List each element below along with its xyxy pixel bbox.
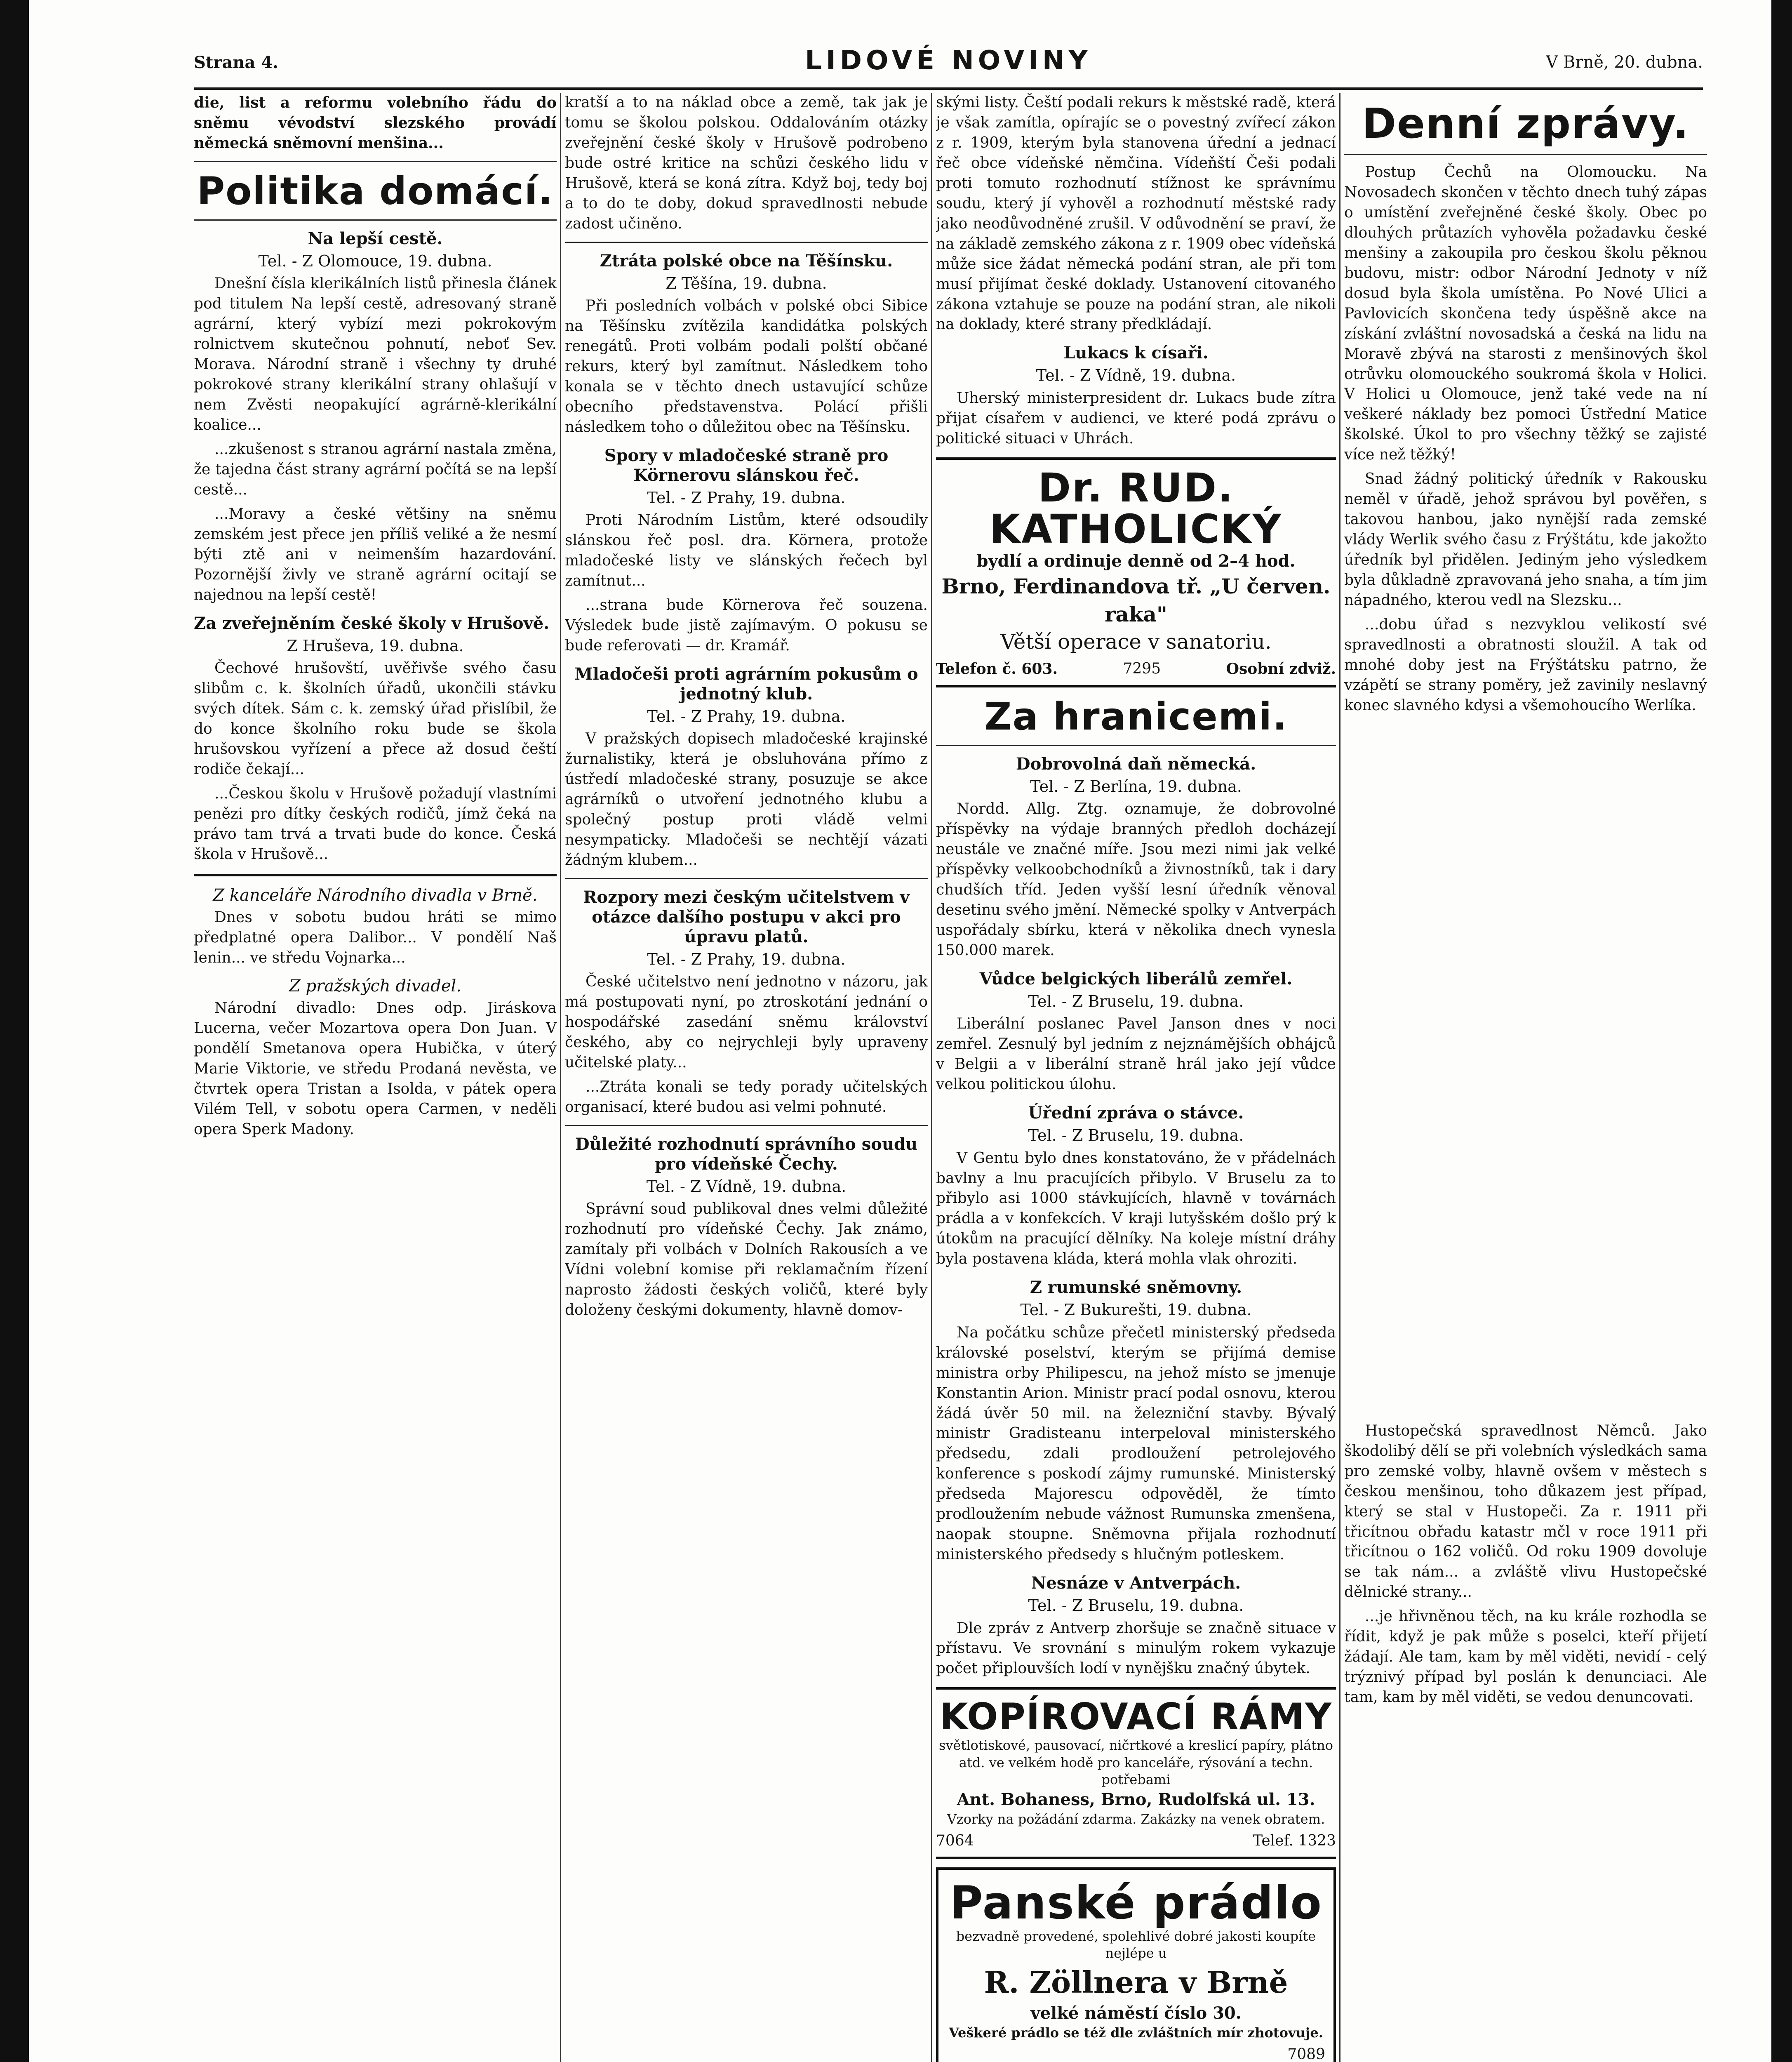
- ad-line: Vzorky na požádání zdarma. Zakázky na venek obratem.: [947, 1811, 1325, 1827]
- article-dateline: Z Hruševa, 19. dubna.: [287, 636, 464, 655]
- header-rule: [194, 87, 1703, 90]
- article-paragraph: Dnes v sobotu budou hráti se mimo předplatné opera Dalibor... V pondělí Naš lenin... ve středu Vojnarka...: [194, 909, 557, 966]
- article: [936, 754, 1336, 961]
- column-4: [1344, 93, 1707, 2062]
- article-title: Na lepší cestě.: [308, 229, 443, 249]
- issue-date: V Brně, 20. dubna.: [1546, 53, 1703, 72]
- article-dateline: Tel. - Z Bruselu, 19. dubna.: [1028, 1126, 1244, 1145]
- article-dateline: Tel. - Z Prahy, 19. dubna.: [647, 488, 846, 507]
- article-dateline: Tel. - Z Berlína, 19. dubna.: [1030, 777, 1242, 796]
- ad-contact: [936, 1832, 1336, 1849]
- section-rule: [194, 874, 557, 876]
- article-paragraph: Snad žádný politický úředník v Rakousku neměl v úřadě, jehož správou byl pověřen, s takovou hanbou, jako nynější rada zemské vlády Werlik svého času z Frýštátu, kde jakožto úředník byl přidělen. Jediným jeho výsledkem byla důkladně zpravovaná jeho snaha, a tím jim nápadného, kterou vedl na Slezsku...: [1344, 471, 1707, 609]
- ad-line: velké náměstí číslo 30.: [1030, 2003, 1242, 2023]
- ad-phone: Telef. 1323: [1253, 1832, 1336, 1849]
- article: [565, 887, 928, 1118]
- ad-line: Větší operace v sanatoriu.: [1000, 630, 1272, 654]
- article-paragraph: ...strana bude Körnerova řeč souzena. Výsledek bude jistě zajímavým. O pokusu se bude referovati — dr. Kramář.: [565, 596, 928, 654]
- article-paragraph: ...zkušenost s stranou agrární nastala změna, že tajedna část strany agrární počítá se na lepší cestě...: [194, 441, 557, 498]
- article-title: Důležité rozhodnutí správního soudu pro vídeňské Čechy.: [575, 1134, 918, 1174]
- article-paragraph: ...je hřivněnou těch, na ku krále rozhodla se řídit, když je pak může s poselci, kteří přijetí žádají. Ale tam, kam by měl viděti, nevidí - celý trýznivý případ byl poslán k denunciaci. Ale tam, kam by měl viděti, se vedou denuncovati.: [1344, 1608, 1707, 1706]
- section-rule: [565, 242, 928, 243]
- article-title: Z rumunské sněmovny.: [1030, 1278, 1242, 1297]
- article-title: Z kanceláře Národního divadla v Brně.: [213, 885, 538, 905]
- article-paragraph: Čechové hrušovští, uvěřivše svého času slibům c. k. školních úřadů, ukončili stávku svých dítek. Sám c. k. zemský úřad přislíbil, že do konce školního roku bude se škola hrušovskou vyřízení a přece až dosud čeští rodiče čekají...: [194, 660, 557, 778]
- article-paragraph: Dnešní čísla klerikálních listů přinesla článek pod titulem Na lepší cestě, adresovaný straně agrární, který vybízí mezi pokrokovým rolnictvem skutečnou pohnutí, neboť Sev. Morava. Národní straně i všechny ty druhé pokrokové strany klerikální strany ohlašují v nem Zvěsti neopakující agrárně-klerikální koalice...: [194, 275, 557, 434]
- article-paragraph: Hustopečská spravedlnost Němců. Jako škodolibý dělí se při volebních výsledkách sama pro zemské volby, hlavně ovšem v městech s českou menšinou, toho důkazem jest případ, který se stal v Hustopeči. Za r. 1911 při třicítnou obřadu katastr mčl v roce 1911 při třicítnou o 162 voličů. Od roku 1909 dovoluje se tak nám... a zvláště vlivu Hustopečské dělnické strany...: [1344, 1422, 1707, 1601]
- column-rule: [560, 93, 561, 2062]
- ad-code: 7089: [1287, 2046, 1325, 2062]
- section-title: Denní zprávy.: [1362, 99, 1690, 148]
- ad-phone: Telefon č. 603.: [936, 660, 1058, 678]
- article-dateline: Tel. - Z Vídně, 19. dubna.: [1036, 366, 1236, 385]
- article: [565, 664, 928, 871]
- article: [936, 1573, 1336, 1679]
- article: [194, 229, 557, 605]
- article-dateline: Tel. - Z Olomouce, 19. dubna.: [258, 252, 492, 271]
- section-rule: [1344, 154, 1707, 155]
- column-3: [936, 93, 1336, 2062]
- article-paragraph: Národní divadlo: Dnes odp. Jiráskova Lucerna, večer Mozartova opera Don Juan. V pondělí Smetanova opera Hubička, v úterý Marie Viktorie, ve středu Prodaná nevěsta, ve čtvrtek opera Tristan a Isolda, v pátek opera Vilém Tell, v sobotu opera Carmen, v neděli opera Sperk Madony.: [194, 1000, 557, 1138]
- article-title: Nesnáze v Antverpách.: [1031, 1573, 1241, 1593]
- advertisement-panske-pradlo: [936, 1867, 1336, 2062]
- column-rule: [1339, 93, 1340, 2062]
- section-title: Politika domácí.: [197, 169, 554, 213]
- article-title: Ztráta polské obce na Těšínsku.: [600, 251, 893, 271]
- ad-line: bezvadně provedené, spolehlivé dobré jakosti koupíte nejlépe u: [956, 1928, 1316, 1961]
- ad-line: Ant. Bohaness, Brno, Rudolfská ul. 13.: [957, 1789, 1315, 1809]
- section-rule: [565, 1125, 928, 1126]
- ad-line: bydlí a ordinuje denně od 2–4 hod.: [976, 551, 1296, 571]
- article: [936, 1103, 1336, 1269]
- article-dateline: Tel. - Z Vídně, 19. dubna.: [646, 1177, 847, 1196]
- article-title: Z pražských divadel.: [289, 977, 462, 996]
- ad-line: R. Zöllnera v Brně: [984, 1964, 1288, 2000]
- section-rule: [194, 219, 557, 221]
- ad-lift: Osobní zdviž.: [1226, 660, 1336, 678]
- ad-contact: [936, 660, 1336, 678]
- advertisement-kopirovaci-ramy: [936, 1687, 1336, 1859]
- scan-border-right: [1771, 0, 1792, 2062]
- continued-text: die, list a reformu volebního řádu do sněmu vévodství slezského provádí německá sněmovní menšina...: [194, 94, 557, 152]
- article-title: Rozpory mezi českým učitelstvem v otázce dalšího postupu v akci pro úpravu platů.: [583, 887, 910, 946]
- article-paragraph: Dle zpráv z Antverp zhoršuje se značně situace v přístavu. Ve srovnání s minulým rokem vykazuje počet připlouvších lodí v nynějšku značný úbytek.: [936, 1619, 1336, 1677]
- article: [565, 1135, 928, 1321]
- section-rule: [936, 745, 1336, 746]
- ad-code: 7064: [936, 1832, 974, 1849]
- section-rule: [194, 161, 557, 162]
- ad-line: světlotiskové, pausovací, ničrtkové a kreslicí papíry, plátno atd. ve velkém hodě pro kanceláře, rýsování a techn. potřebami: [939, 1737, 1333, 1788]
- article-paragraph: V pražských dopisech mladočeské krajinské žurnalistiky, která je obsluhována přímo z ústředí mladočeské strany, posuzuje se akce agrárníků o utvoření jednotného klubu a společný postup proti vládě velmi nesympaticky. Mladočeši se nechtějí vázati žádným klubem...: [565, 730, 928, 869]
- article-dateline: Tel. - Z Prahy, 19. dubna.: [647, 707, 846, 725]
- article: [936, 969, 1336, 1095]
- article-paragraph: České učitelstvo není jednotno v názoru, jak má postupovati nyní, po ztroskotání jednání o hospodářské zasedání sněmu království českého, aby co nejrychleji byly upraveny učitelské platy...: [565, 973, 928, 1071]
- ad-title: Panské prádlo: [949, 1876, 1322, 1929]
- article: [1344, 162, 1707, 716]
- article-title: Vůdce belgických liberálů zemřel.: [979, 969, 1293, 989]
- article-paragraph: Správní soud publikoval dnes velmi důležité rozhodnutí pro vídeňské Čechy. Jak známo, zamítaly při volbách v Dolních Rakousích a ve Vídni volební komise při reklamačním řízení naprosto žádosti českých voličů, které byly doloženy českými dokumenty, hlavně domov-: [565, 1200, 928, 1319]
- scan-border-left: [0, 0, 29, 2062]
- page-label: Strana 4.: [194, 53, 279, 72]
- article-paragraph: Proti Národním Listům, které odsoudily slánskou řeč posl. dra. Körnera, protože mladočeské listy ve slánských řečech byl zamítnut...: [565, 512, 928, 589]
- ad-contact: [947, 2046, 1325, 2062]
- article-title: Úřední zpráva o stávce.: [1028, 1103, 1244, 1123]
- article-paragraph: Na počátku schůze přečetl ministerský předseda královské poselství, kterým se přijímá demise ministra orby Philipescu, na jehož místo se jmenuje Konstantin Arion. Ministr prací podal osnovu, kterou žádá úvěr 50 mil. na železniční stavby. Bývalý ministr Gradisteanu interpeloval ministerského předsedu, zdali prodloužení petrolejového konference s poskodí zájmy rumunské. Ministerský předseda Majorescu odpověděl, že tímto prodloužením nebude vážnost Rumunska zmenšena, naopak stoupne. Sněmovna přijala rozhodnutí ministerského předsedy s hlučným potleskem.: [936, 1324, 1336, 1563]
- ad-title: Dr. RUD. KATHOLICKÝ: [990, 464, 1282, 553]
- ad-line: Brno, Ferdinandova tř. „U červen. raka": [941, 574, 1331, 626]
- article-paragraph: ...Moravy a české většiny na sněmu zemském jest přece jen příliš veliké a že nesmí býti ztě ani v neimenším hazardování. Pozornější živly ve straně agrární ocitají se najednou na lepší cestě!: [194, 505, 557, 603]
- article-dateline: Tel. - Z Bruselu, 19. dubna.: [1028, 1596, 1244, 1615]
- article: [565, 446, 928, 656]
- section-title: Za hranicemi.: [984, 694, 1288, 739]
- column-rule: [931, 93, 932, 2062]
- article-paragraph: Postup Čechů na Olomoucku. Na Novosadech skončen v těchto dnech tuhý zápas o umístění zveřejněné české školy. Obec po dlouhých průtazích vyhověla požadavku české menšiny a zakoupila pro českou školu pěknou budovu, mistr: odbor Národní Jednoty v níž dosud byla škola umístěna. Po Nové Ulici a Pavlovicích skončena tedy úspěšně akce na získání zvláštní novosadská a česká na lidu na Moravě zbývá na starosti z menšinových škol otrůvku olomouckého soukromá škola v Holici. V Holici u Olomouce, jenž také vede na ní veškeré náklady bez pomoci Ústřední Matice školské. Úkol to pro všechny těžký se zajisté více než těžký!: [1344, 164, 1707, 464]
- ad-title: KOPÍROVACÍ RÁMY: [940, 1695, 1332, 1738]
- article: [936, 343, 1336, 449]
- article-paragraph: V Gentu bylo dnes konstatováno, že v přádelnách bavlny a lnu pracujících přibylo. V Bruselu za to přibylo asi 1000 stávkujících, hlavně v továrnách prádla a v konfekcích. V kraji lutyšském došlo prý k útokům na pracující dělníky. Na koleje místní dráhy byla postavena kláda, která mohla vlak ohroziti.: [936, 1149, 1336, 1268]
- article-paragraph: Při posledních volbách v polské obci Sibice na Těšínsku zvítězila kandidátka polských renegátů. Proti volbám podali polští občané rekurs, který byl zamítnut. Následkem toho konala se v těchto dnech ustavující schůze obecního představenstva. Polácí přišli následkem toho o důležitou obec na Těšínsku.: [565, 297, 928, 435]
- article-dateline: Z Těšína, 19. dubna.: [666, 274, 827, 292]
- article-title: Dobrovolná daň německá.: [1016, 754, 1256, 774]
- article: [194, 976, 557, 1140]
- column-2: [565, 93, 928, 2062]
- article-paragraph: ...Českou školu v Hrušově požadují vlastními penězi pro dítky českých rodičů, jímž čeká na právo tam trvá a trvati bude do konce. Česká škola v Hrušově...: [194, 785, 557, 863]
- article-dateline: Tel. - Z Bukurešti, 19. dubna.: [1020, 1301, 1252, 1319]
- article-dateline: Tel. - Z Prahy, 19. dubna.: [647, 950, 846, 968]
- article-dateline: Tel. - Z Bruselu, 19. dubna.: [1028, 992, 1244, 1010]
- article-paragraph: ...dobu úřad s nezvyklou velikostí své spravedlnosti a obratnosti sloužil. A tak od mnohé doby jest na Frýštátsku patrno, že vzápětí se strany poměry, jež zavinily neslavný konec slavného kdysi a všemohoucího Werlíka.: [1344, 616, 1707, 714]
- article-title: Lukacs k císaři.: [1063, 343, 1209, 363]
- article-paragraph: Nordd. Allg. Ztg. oznamuje, že dobrovolné příspěvky na výdaje branných předloh docházejí neustále ve značné míře. Jsou mezi nimi jak velké příspěvky velkoobchodníků a živnostníků, tak i dary chudších tříd. Jeden vyšší lesní úředník věnoval desetinu svého jmění. Německé spolky v Antverpách uspořádaly sbírku, která v několika dnech vynesla 150.000 marek.: [936, 800, 1336, 959]
- article: [936, 1278, 1336, 1565]
- article-title: Za zveřejněním české školy v Hrušově.: [194, 613, 550, 633]
- article-paragraph: kratší a to na náklad obce a země, tak jak je tomu se školou polskou. Oddalováním otázky zveřejnění české školy v Hrušově podrobeno bude ostré kritice na schůzi českého lidu v Hrušově, která se koná zítra. Když boj, tedy boj a to do te doby, dokud spravedlnosti nebude zadost učiněno.: [565, 94, 928, 232]
- ad-code: 7295: [1123, 660, 1161, 677]
- article-title: Mladočeši proti agrárním pokusům o jednotný klub.: [574, 664, 918, 704]
- article: [1344, 1421, 1707, 1708]
- ad-line: Veškeré prádlo se též dle zvláštních mír zhotovuje.: [949, 2024, 1323, 2041]
- article-paragraph: ...Ztráta konali se tedy porady učitelských organisací, které budou asi velmi pohnuté.: [565, 1078, 928, 1116]
- article: [194, 885, 557, 968]
- article-title: Spory v mladočeské straně pro Körnerovu slánskou řeč.: [604, 445, 889, 485]
- article-paragraph: Uherský ministerpresident dr. Lukacs bude zítra přijat císařem v audienci, ve které podá zprávu o politické situaci v Uhrách.: [936, 389, 1336, 447]
- masthead: LIDOVÉ NOVINY: [805, 45, 1092, 76]
- column-1: [194, 93, 557, 2062]
- section-rule: [565, 878, 928, 879]
- article-paragraph: skými listy. Čeští podali rekurs k městské radě, která je však zamítla, opírajíc se o povestný zvířecí zákon z r. 1909, kterým byla stanovena úřední a jednací řeč obce vídeňské němčina. Vídeňští Češi podali proti tomuto rozhodnutí stížnost ke správnímu soudu, který jí vyhověl a rozhodnutí městské rady jako neodůvodněné zrušil. V odůvodnění se praví, že na základě zemského zákona z r. 1909 obec vídeňská může sice žádat německá podání stran, ale při tom musí přijímat české doklady. Ustanovení citovaného zákona vztahuje se pouze na podání stran, ale nikoli na doklady, které strany předkládají.: [936, 94, 1336, 333]
- article: [194, 614, 557, 865]
- article: [565, 251, 928, 438]
- article-paragraph: Liberální poslanec Pavel Janson dnes v noci zemřel. Zesnulý byl jedním z nejznámějších obhájců v Belgii a v liberální straně hrál jako její vůdce velkou politickou úlohu.: [936, 1015, 1336, 1093]
- blank-area: [1344, 720, 1707, 1421]
- advertisement-katholicky: [936, 457, 1336, 687]
